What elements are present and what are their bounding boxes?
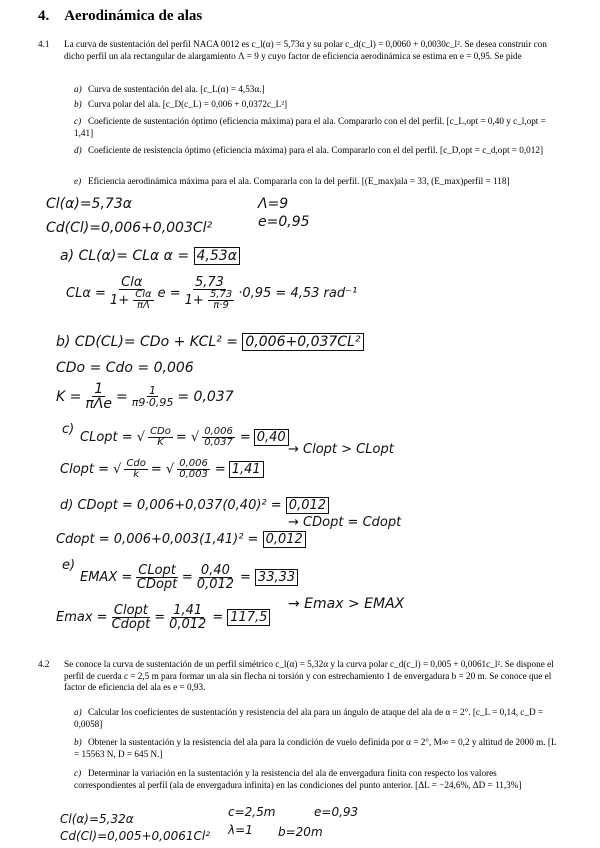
hw-e-arrow: → Emax > EMAX — [288, 596, 405, 612]
hw-b-k-frac1 — [85, 382, 112, 411]
hw-a-frac1-num: Clα — [121, 275, 143, 290]
hw-e-box: 33,33 — [255, 569, 298, 586]
problem-1-statement: La curva de sustentación del perfil NACA 0012 es c_l(α) = 5,73α y su polar c_d(c_l) = 0,0060 + 0,0030c_l². Se desea construir con dicho perfil un ala rectangular de alargamiento Λ = 9 y cuyo factor de eficiencia aerodinámica se estima en e = 0,95. Se pide — [64, 39, 547, 61]
hw-a-frac2-den-num: 5,73 — [209, 289, 233, 300]
item-text: Obtener la sustentación y la resistencia del ala para la condición de vuelo definida por α = 2°, M∞ = 0,2 y altitud de 2000 m. [L = 15563 N, D = 645 N.] — [74, 737, 557, 759]
hw-d2-box: 0,012 — [263, 531, 306, 548]
hw-e2-eq: = — [154, 610, 166, 625]
hw-a-e: e = — [157, 286, 181, 301]
hw-c2-line: Clopt = √ $\frac{\text{Cdo}}{k}$ = √ $\frac{0,006}{0,003}$ = 1,41 — [60, 459, 264, 480]
hw-d2-text: Cdopt = 0,006+0,003(1,41)² = — [56, 532, 259, 547]
hw-given-e: e=0,95 — [258, 214, 310, 230]
item-text: Coeficiente de resistencia óptimo (eficiencia máxima) para el ala. Compararlo con el del perfil. [c_D,opt = c_d,opt = 0,012] — [88, 145, 544, 155]
hw-b-k-frac1-den: πΛe — [85, 396, 112, 412]
hw-c2-clopt: Clopt = √ — [60, 462, 122, 477]
problem-1-item-e — [74, 176, 552, 188]
hw-d2-line — [56, 532, 306, 547]
section-title — [38, 8, 202, 25]
hw-e-label: e) — [62, 558, 76, 573]
hw-b-k-frac2-den: π9·0,95 — [131, 396, 174, 409]
item-label: a) — [74, 707, 82, 717]
hw-e2-frac1-num: Clopt — [113, 603, 148, 618]
hw-e-frac1-den: CDopt — [136, 577, 178, 592]
hw-given-cl: Cl(α)=5,73α — [46, 196, 132, 212]
hw-a-cla: CLα = — [66, 286, 106, 301]
item-text: Coeficiente de sustentación óptimo (eficiencia máxima) para el ala. Compararlo con el del perfil. [c_L,opt = 0,40 y c_l,opt = 1,41] — [74, 116, 546, 138]
hw-given-cd: Cd(Cl)=0,006+0,003Cl² — [46, 220, 213, 236]
hw-c-eq: = √ — [175, 430, 200, 445]
hw-d-arrow: → CDopt = Cdopt — [288, 515, 402, 530]
hw-c2-frac1 — [124, 459, 147, 480]
hw-b-k — [56, 382, 234, 411]
problem-2-statement: Se conoce la curva de sustentación de un perfil simétrico c_l(α) = 5,32α y la curva polar c_d(c_l) = 0,005 + 0,0061c_l². Se dispone el perfil de cuerda c = 2,5 m para formar un ala sin flecha ni torsión y con estrechamiento 1 de envergadura b = 20 m. Se conoce que el factor de eficiencia del ala es e = 0,93. — [64, 659, 554, 693]
hw-a-frac2-den-den: π·9 — [213, 300, 229, 311]
problem-1-item-b — [74, 99, 552, 111]
hw2-b: b=20m — [278, 825, 323, 839]
hw-c-arrow: → Clopt > CLopt — [288, 442, 394, 457]
hw-c-label: c) — [62, 422, 75, 437]
hw-e-frac1 — [136, 564, 178, 591]
hw-b-cdo: CDo = Cdo = 0,006 — [56, 360, 194, 376]
hw-c-clopt: CLopt = √ — [80, 430, 146, 445]
hw-e2-frac2-den: 0,012 — [169, 617, 207, 632]
hw-a-result: ·0,95 = 4,53 rad⁻¹ — [238, 286, 358, 301]
hw-c-box: 0,40 — [254, 429, 289, 446]
hw-d-text: d) CDopt = 0,006+0,037(0,40)² = — [60, 498, 282, 513]
hw2-c: c=2,5m — [228, 805, 276, 819]
hw-a-frac1-den-num: Clα — [135, 289, 152, 300]
hw2-cd: Cd(Cl)=0,005+0,0061Cl² — [60, 829, 211, 843]
section-title-text: Aerodinámica de alas — [64, 8, 203, 24]
hw-a-frac2 — [185, 276, 235, 311]
item-text: Eficiencia aerodinámica máxima para el ala. Compararla con la del perfil. [(E_max)ala = 33, (E_max)perfil = 118] — [88, 176, 510, 186]
hw-e2-frac1-den: Cdopt — [111, 617, 151, 632]
hw-a-frac2-num: 5,73 — [194, 275, 224, 290]
hw-a-frac1-den-a: 1+ — [109, 293, 130, 308]
hw-c-frac1-den: K — [157, 437, 164, 448]
hw-b-k-frac2 — [132, 385, 174, 408]
problem-1-item-c — [74, 116, 552, 139]
hw-e2-frac1 — [112, 604, 151, 631]
item-text: Curva de sustentación del ala. [c_L(α) = 4,53α.] — [88, 84, 265, 94]
hw-c-frac2-num: 0,006 — [204, 426, 233, 437]
problem-1-number: 4.1 — [38, 39, 50, 49]
hw-e-eq: = — [181, 570, 193, 585]
hw-a-frac2-den-a: 1+ — [184, 293, 204, 308]
item-text: Calcular los coeficientes de sustentación y resistencia del ala para un ángulo de ataque del ala de α = 2°. [c_L = 0,14, c_D = 0,0058] — [74, 707, 544, 729]
hw-c-line: CLopt = √ $\frac{\text{CDo}}{K}$ = √ $\frac{0,006}{0,037}$ = 0,40 — [80, 427, 289, 448]
hw-c2-box: 1,41 — [229, 461, 264, 478]
hw2-e: e=0,93 — [314, 805, 359, 819]
hw-b-text: b) CD(CL)= CDo + KCL² = — [56, 334, 238, 350]
hw-b-k-result: = 0,037 — [177, 388, 234, 405]
hw-a-derivation — [66, 276, 357, 311]
hw-e2-frac2-num: 1,41 — [173, 603, 203, 618]
problem-2-item-a — [74, 707, 558, 730]
item-label: b) — [74, 737, 82, 747]
hw-c2-frac1-den: k — [133, 469, 140, 480]
problem-2-item-c — [74, 768, 558, 791]
hw-e-frac2 — [197, 564, 234, 591]
hw-e-frac2-den: 0,012 — [196, 577, 235, 592]
item-label: c) — [74, 116, 82, 126]
hw-e2-emax: Emax = — [56, 610, 108, 625]
hw-a-box: 4,53α — [194, 247, 240, 265]
hw-b-k-frac1-num: 1 — [94, 381, 104, 397]
hw-a-line — [60, 248, 240, 264]
hw-e2-line: Emax = $\frac{\text{Clopt}}{\text{Cdopt}}$ = $\frac{1,41}{0,012}$ = 117,5 — [56, 604, 270, 631]
hw-b-box: 0,006+0,037CL² — [242, 333, 363, 351]
item-text: Curva polar del ala. [c_D(c_L) = 0,006 + 0,0372c_L²] — [88, 99, 288, 109]
hw-b-k-eq: = — [116, 388, 128, 405]
hw2-lambda: λ=1 — [228, 823, 253, 837]
hw-c2-frac1-num: Cdo — [126, 458, 146, 469]
item-label: c) — [74, 768, 82, 778]
hw-c2-frac2 — [177, 459, 210, 480]
hw-given-lambda: Λ=9 — [258, 196, 289, 212]
hw-b-k-label: K = — [56, 388, 82, 405]
hw-d-box: 0,012 — [286, 497, 329, 514]
hw-e-frac2-num: 0,40 — [200, 563, 230, 578]
problem-1-item-a — [74, 84, 552, 96]
hw-a-frac1 — [110, 276, 154, 311]
problem-2-item-b — [74, 737, 558, 760]
hw-b-line — [56, 334, 364, 350]
item-label: d) — [74, 145, 82, 155]
item-label: b) — [74, 99, 82, 109]
hw-a-frac1-den-den: πΛ — [136, 300, 150, 311]
item-label: a) — [74, 84, 82, 94]
hw-c-frac2-den: 0,037 — [204, 437, 233, 448]
hw-e2-box: 117,5 — [227, 609, 270, 626]
hw-e2-frac2 — [169, 604, 206, 631]
hw-e-line: EMAX = $\frac{\text{CLopt}}{\text{CDopt}}$ = $\frac{0,40}{0,012}$ = 33,33 — [80, 564, 298, 591]
hw-b-k-frac2-num: 1 — [149, 384, 157, 397]
hw-c-frac1-num: CDo — [150, 426, 171, 437]
hw-c2-frac2-num: 0,006 — [179, 458, 208, 469]
hw-c-frac1 — [148, 427, 173, 448]
hw-c-frac2 — [202, 427, 235, 448]
hw2-cl: Cl(α)=5,32α — [60, 812, 134, 826]
problem-2-number: 4.2 — [38, 659, 50, 669]
problem-1-item-d — [74, 145, 552, 157]
hw-a-frac2-den — [185, 290, 235, 311]
hw-c2-eq: = √ — [150, 462, 175, 477]
section-number: 4. — [38, 8, 50, 24]
item-text: Determinar la variación en la sustentación y la resistencia del ala de envergadura finita con respecto los valores correspondientes al perfil (ala de envergadura infinita) en las condiciones del punto anterior. [ΔL = −24,6%, ΔD = 11,3%] — [74, 768, 522, 790]
hw-e-frac1-num: CLopt — [138, 563, 176, 578]
hw-a-frac1-den — [110, 290, 154, 311]
item-label: e) — [74, 176, 82, 186]
hw-a-text: a) CL(α)= CLα α = — [60, 248, 190, 264]
hw-e-emax: EMAX = — [80, 570, 133, 585]
hw-a-frac2-den-frac — [208, 290, 234, 311]
hw-d-line — [60, 498, 329, 513]
hw-c2-frac2-den: 0,003 — [179, 469, 208, 480]
hw-a-frac1-den-frac — [133, 290, 153, 311]
